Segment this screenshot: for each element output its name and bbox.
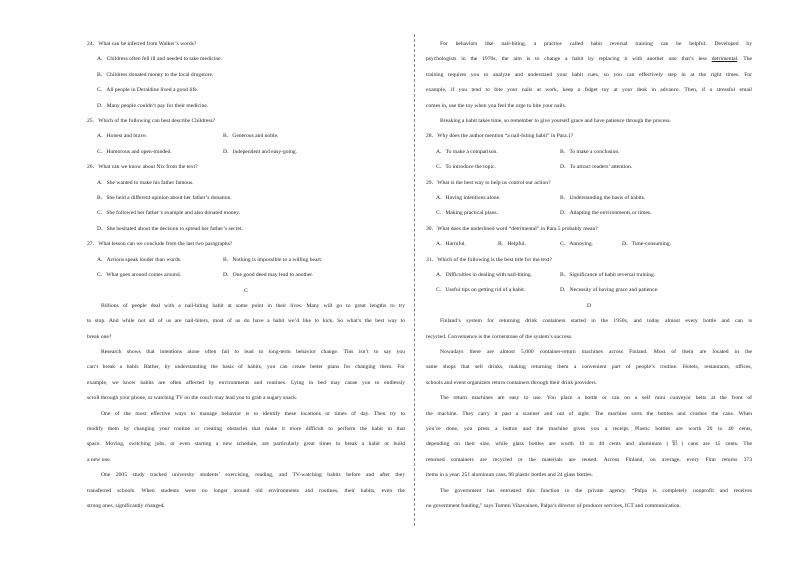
question-26-option-a: A．She wanted to make his father famous. [97, 179, 194, 186]
question-24-stem: 24．What can be inferred from Walker’s words? [87, 41, 197, 47]
passage-d-line: no government funding,” says Tommi Vihavainen, Palpa’s director of producer services, ICT and communication. [426, 502, 681, 509]
passage-c-cont-line: For behaviors like nail-biting, a practice called habit reversal training can be helpful. Developed by [440, 41, 752, 47]
question-31-option-d: D．Necessity of having grace and patience. [560, 287, 659, 294]
passage-c-cont-line: comes in, use the toy when you feel the urge to bite your nails. [426, 102, 567, 109]
passage-c-cont-line: example, if you tend to bite your nails at work, keep a fidget toy at your desk in advance. Then, if a stressful email [426, 87, 752, 94]
question-28-option-c: C．To introduce the topic. [436, 164, 496, 171]
passage-c-line: modify them by changing your routine or creating obstacles that make it more difficult to perform the habit in that [87, 426, 405, 433]
passage-c-line: Research shows that intentions alone often fail to lead to long-term behavior change. This isn’t to say you [101, 349, 405, 356]
passage-c-line: One of the most effective ways to manage behavior is to identify these locations or times of day. Then try to [101, 410, 405, 417]
question-31-option-b: B．Significance of habit reversal training. [560, 272, 656, 278]
passage-c-cont-line: training requires you to analyze and understand your habit cues, so you can effectively step in at the right times. For [426, 71, 752, 78]
passage-c-line: space. Moving, switching jobs, or even starting a new schedule, are particularly great times to break a habit or build [87, 441, 405, 448]
question-28-stem: 28．Why does the author mention “a nail-biting habit” in Para.1? [426, 133, 574, 140]
passage-d-line: the machine. They carry it past a scanner and out of sight. The machine sorts the bottles and crushes the cans. When [426, 410, 752, 417]
passage-d-line: items in a year: 251 aluminum cans, 98 plastic bottles and 24 glass bottles. [426, 472, 594, 479]
passage-c-line: break one? [87, 333, 112, 340]
question-25-options-row-1 [87, 129, 405, 144]
question-27-option-a: A．Actions speak louder than words. [97, 256, 182, 263]
passage-d-line: returned containers are recycled or the materials are reused. Across Finland, on average, every Finn returns 373 [426, 456, 752, 463]
passage-c-line: One 2005 study tracked university students’ exercising, reading, and TV-watching habits before and after they [101, 472, 405, 479]
passage-d-line: schools and event organizers return containers through their drink providers. [426, 379, 598, 386]
question-24-option-b: B．Childress donated money to the local drugstore. [97, 71, 214, 78]
question-29-options-row-1 [426, 191, 752, 206]
question-26-option-c: C．She followed her father’s example and also donated money. [97, 210, 240, 217]
right-column [426, 37, 752, 514]
passage-c-line: scroll through your phone, or watching TV on the couch may lead you to grab a sugary snack. [87, 395, 298, 402]
question-27-option-c: C．What goes around comes around. [97, 272, 182, 279]
question-28-option-b: B．To make a conclusion. [560, 148, 620, 155]
passage-c-line: to stop. And while not all of us are nail-biters, most of us do have a habit we’d like to kick. So what’s the best way to [87, 318, 405, 325]
question-25-option-b: B．Generous and noble. [223, 133, 279, 140]
question-30-option-a: A．Harmful. [436, 241, 466, 248]
question-31-option-a: A．Difficulties in dealing with nail-biting. [436, 272, 533, 278]
question-25-option-d: D．Independent and easy-going. [223, 148, 298, 155]
question-24-option-c: C．All people in Deraldine lived a good life. [97, 87, 199, 94]
passage-d-line: same shops that sell drinks, making returning them a convenient part of people’s routine. Hotels, restaurants, offices, [426, 364, 752, 371]
left-column [87, 37, 405, 514]
question-30-option-c: C．Annoying. [560, 241, 594, 248]
passage-c-line: strong ones, significantly changed. [87, 502, 165, 509]
passage-c-cont-line [426, 52, 752, 67]
question-30-stem: 30．What does the underlined word “detrimental” in Para.5 probably mean? [426, 225, 598, 232]
passage-d-line: Nowadays there are almost 5,000 container-return machines across Finland. Most of them are located in the [440, 349, 752, 355]
question-25-options-row-2 [87, 145, 405, 160]
question-26-stem: 26．What can we know about Nix from the text? [87, 164, 198, 171]
passage-c-line: transferred schools. When students were no longer around old environments and routines, their habits, even the [87, 487, 405, 494]
question-27-stem: 27．What lesson can we conclude from the last two paragraphs? [87, 241, 233, 248]
passage-d-line: you’re done, you press a button and the machine gives you a receipt. Plastic bottles are worth 20 to 40 cents, [426, 425, 752, 432]
question-29-option-a: A．Having intentions alone. [436, 194, 501, 201]
question-31-stem: 31．Which of the following is the best title for the text? [426, 256, 552, 263]
section-d-label: D [586, 302, 592, 309]
section-c-label: C [244, 287, 248, 294]
question-29-option-c: C．Making practical plans. [436, 210, 498, 217]
question-28-option-d: D．To attract readers’ attention. [560, 164, 633, 171]
question-31-options-row-2 [426, 283, 752, 298]
question-27-options-row-1 [87, 253, 405, 268]
passage-c-line: example, we know habits are often affected by environments and routines. Lying in bed may cause you to endlessly [87, 379, 405, 386]
question-25-option-a: A．Honest and brave. [97, 133, 148, 140]
question-30-options-row [426, 237, 752, 252]
question-29-stem: 29．What is the best way to help us control our action? [426, 179, 551, 186]
question-31-options-row-1 [426, 268, 752, 283]
passage-c-cont-line: Breaking a habit takes time, so remember to give yourself grace and have patience through the process. [440, 117, 672, 124]
passage-c-line: a new one. [87, 456, 112, 463]
question-27-option-d: D．One good deed may lead to another. [223, 272, 314, 279]
passage-d-line: recycled. Convenience is the cornerstone of the system’s success. [426, 333, 573, 340]
passage-d-line: The return machines are easy to use. You place a bottle or can on a self mini conveyor belts at the front of [440, 395, 752, 402]
question-26-option-d: D．She hesitated about the decision to spread her father’s secret. [97, 225, 243, 232]
question-27-option-b: B．Nothing is impossible to a willing heart. [223, 256, 323, 263]
question-29-option-b: B．Understanding the basis of habits. [560, 194, 646, 201]
question-28-option-a: A．To make a comparison. [436, 148, 498, 155]
passage-c-line: can’t break a habit. Rather, by understanding the basis of habits, you can create better plans for changing them. For [87, 364, 405, 371]
passage-c-cont-line-with-underline: psychologists in the 1970s, the aim is to change a habit by replacing it with another one that’s less detrimental. The [426, 56, 752, 63]
question-27-options-row-2 [87, 268, 405, 283]
question-24-option-d: D．Many people couldn’t pay for their medicine. [97, 102, 209, 109]
question-24-option-a: A．Childress often fell ill and needed to take medicine. [97, 56, 223, 63]
question-29-option-d: D．Adapting the environments or times. [560, 210, 652, 217]
column-divider [414, 34, 415, 526]
passage-d-line: depending on their size, while glass bottles are worth 10 to 40 cents and aluminum (铝) cans are 15 cents. The [426, 441, 752, 448]
question-29-options-row-2 [426, 206, 752, 221]
passage-d-line: Finland’s system for returning drink containers started in the 1950s, and today almost every bottle and can is [440, 318, 752, 325]
question-31-option-c: C．Useful tips on getting rid of a habit. [436, 287, 526, 294]
question-25-stem: 25．Which of the following can best describe Childress? [87, 118, 216, 125]
question-26-option-b: B．She held a different opinion about her father’s donation. [97, 195, 232, 202]
passage-c-line: Billions of people deal with a nail-biting habit at some point in their lives. Many will go to great lengths to try [101, 302, 405, 309]
passage-d-line: The government has entrusted this function to the private agency. “Palpa is completely nonprofit and receives [440, 487, 752, 494]
question-30-option-b: B．Helpful. [498, 241, 526, 248]
question-28-options-row-1 [426, 145, 752, 160]
underlined-word-detrimental: detrimental [711, 56, 738, 63]
question-25-option-c: C．Humorous and open-minded. [97, 148, 172, 155]
question-28-options-row-2 [426, 160, 752, 175]
question-30-option-d: D．Time-consuming. [622, 241, 672, 248]
